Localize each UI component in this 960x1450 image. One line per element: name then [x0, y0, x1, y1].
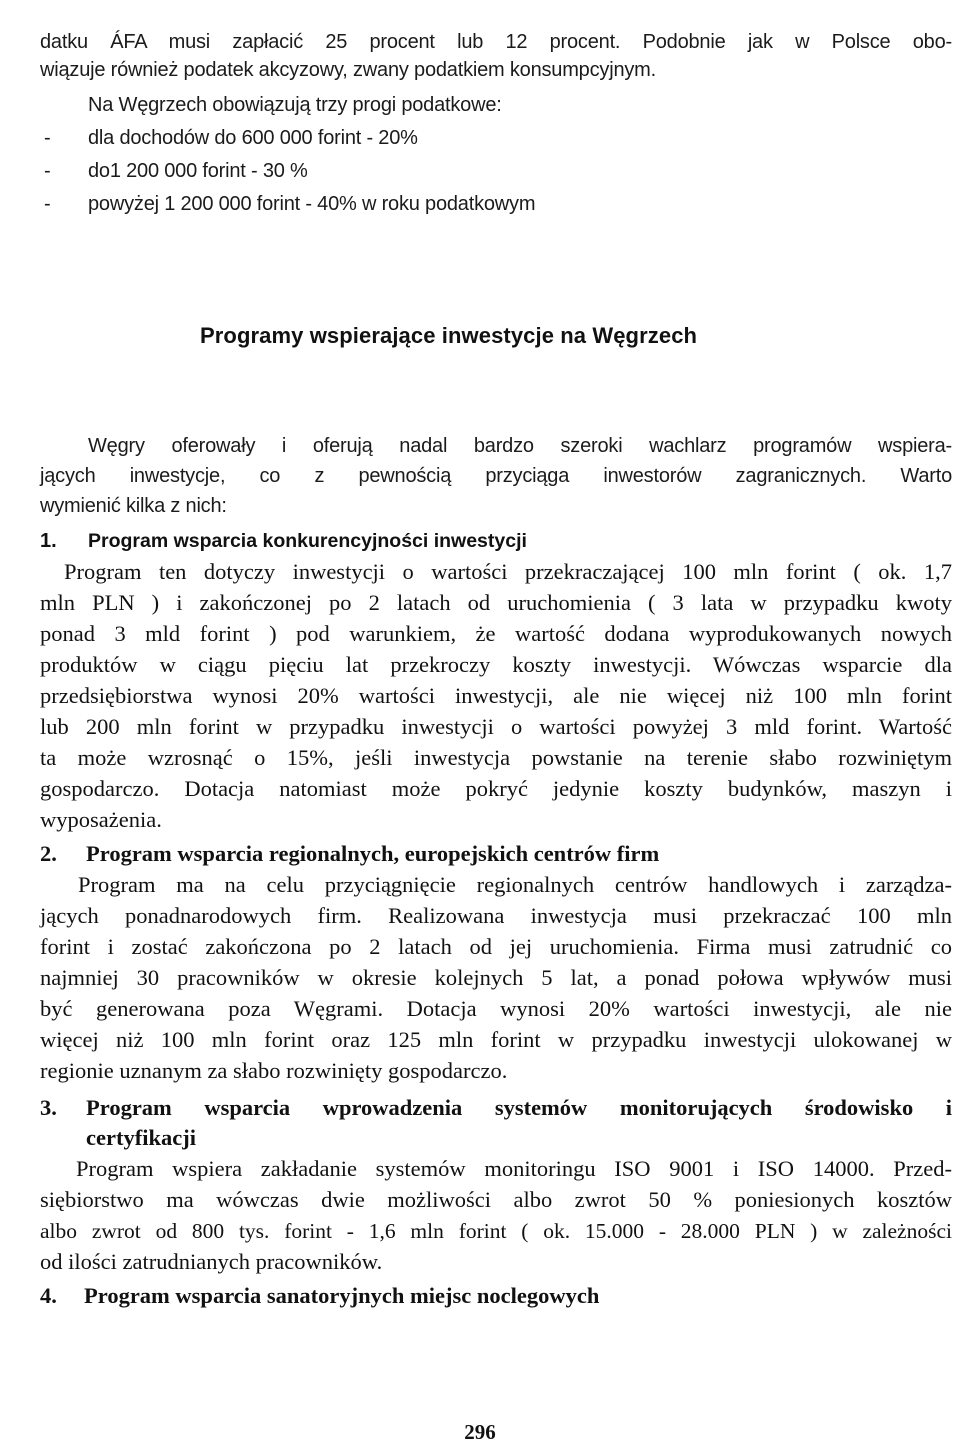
program-3-line-4: od ilości zatrudnianych pracowników.	[40, 1249, 383, 1274]
program-1-line-7: ta może wzrosnąć o 15%, jeśli inwestycja powstanie na terenie słabo rozwiniętym	[40, 745, 952, 770]
program-1-line-3: ponad 3 mld forint ) pod warunkiem, że wartość dodana wyprodukowanych nowych	[40, 621, 952, 646]
program-1-line-6: lub 200 mln forint w przypadku inwestycji o wartości powyżej 3 mld forint. Wartość	[40, 714, 952, 739]
bracket-dash-2: -	[44, 160, 51, 182]
program-1-number: 1.	[40, 530, 57, 552]
bracket-dash-1: -	[44, 127, 51, 149]
bracket-dash-3: -	[44, 193, 51, 215]
intro-line-1: datku ÁFA musi zapłacić 25 procent lub 12 procent. Podobnie jak w Polsce obo-	[40, 31, 952, 53]
intro-line-2: wiązuje również podatek akcyzowy, zwany podatkiem konsumpcyjnym.	[40, 59, 656, 81]
page-number: 296	[464, 1420, 496, 1444]
program-1-line-1: Program ten dotyczy inwestycji o wartości przekraczającej 100 mln forint ( ok. 1,7	[64, 559, 952, 584]
program-1-title: Program wsparcia konkurencyjności inwestycji	[88, 530, 527, 552]
section-intro-line-2: jących inwestycje, co z pewnością przyciąga inwestorów zagranicznych. Warto	[40, 465, 952, 487]
program-2-line-7: regionie uznanym za słabo rozwinięty gospodarczo.	[40, 1058, 508, 1083]
program-3-title-line-1: Program wsparcia wprowadzenia systemów monitorujących środowisko i	[86, 1095, 952, 1120]
program-4-number: 4.	[40, 1283, 57, 1308]
program-2-line-3: forint i zostać zakończona po 2 latach od jej uruchomienia. Firma musi zatrudnić co	[40, 934, 952, 959]
tax-bracket-1: dla dochodów do 600 000 forint - 20%	[88, 127, 418, 149]
program-1-line-4: produktów w ciągu pięciu lat przekroczy koszty inwestycji. Wówczas wsparcie dla	[40, 652, 952, 677]
tax-bracket-3: powyżej 1 200 000 forint - 40% w roku podatkowym	[88, 193, 536, 215]
program-2-number: 2.	[40, 841, 57, 866]
program-2-line-1: Program ma na celu przyciągnięcie regionalnych centrów handlowych i zarządza-	[78, 872, 952, 897]
program-2-line-5: być generowana poza Węgrami. Dotacja wynosi 20% wartości inwestycji, ale nie	[40, 996, 952, 1021]
tax-bracket-2: do1 200 000 forint - 30 %	[88, 160, 308, 182]
section-intro-line-3: wymienić kilka z nich:	[40, 495, 227, 517]
program-1-line-8: gospodarczo. Dotacja natomiast może pokryć jedynie koszty budynków, maszyn i	[40, 776, 952, 801]
program-2-line-4: najmniej 30 pracowników w okresie kolejnych 5 lat, a ponad połowa wpływów musi	[40, 965, 952, 990]
program-3-number: 3.	[40, 1095, 57, 1120]
program-2-line-2: jących ponadnarodowych firm. Realizowana inwestycja musi przekraczać 100 mln	[40, 903, 952, 928]
program-3-title-line-2: certyfikacji	[86, 1125, 196, 1150]
program-1-line-5: przedsiębiorstwa wynosi 20% wartości inwestycji, ale nie więcej niż 100 mln forint	[40, 683, 952, 708]
program-4-title: Program wsparcia sanatoryjnych miejsc noclegowych	[84, 1283, 600, 1308]
program-2-line-6: więcej niż 100 mln forint oraz 125 mln forint w przypadku inwestycji ulokowanej w	[40, 1027, 952, 1052]
section-intro-line-1: Węgry oferowały i oferują nadal bardzo szeroki wachlarz programów wspiera-	[88, 435, 952, 457]
program-3-line-2: siębiorstwo ma wówczas dwie możliwości albo zwrot 50 % poniesionych kosztów	[40, 1187, 952, 1212]
program-1-line-2: mln PLN ) i zakończonej po 2 latach od uruchomienia ( 3 lata w przypadku kwoty	[40, 590, 952, 615]
program-3-line-3: albo zwrot od 800 tys. forint - 1,6 mln forint ( ok. 15.000 - 28.000 PLN ) w zależności	[40, 1219, 952, 1243]
intro-line-3: Na Węgrzech obowiązują trzy progi podatkowe:	[88, 94, 502, 116]
section-heading: Programy wspierające inwestycje na Węgrzech	[200, 323, 698, 348]
program-1-line-9: wyposażenia.	[40, 807, 162, 832]
program-3-line-1: Program wspiera zakładanie systemów monitoringu ISO 9001 i ISO 14000. Przed-	[76, 1156, 952, 1181]
program-2-title: Program wsparcia regionalnych, europejskich centrów firm	[86, 841, 660, 866]
